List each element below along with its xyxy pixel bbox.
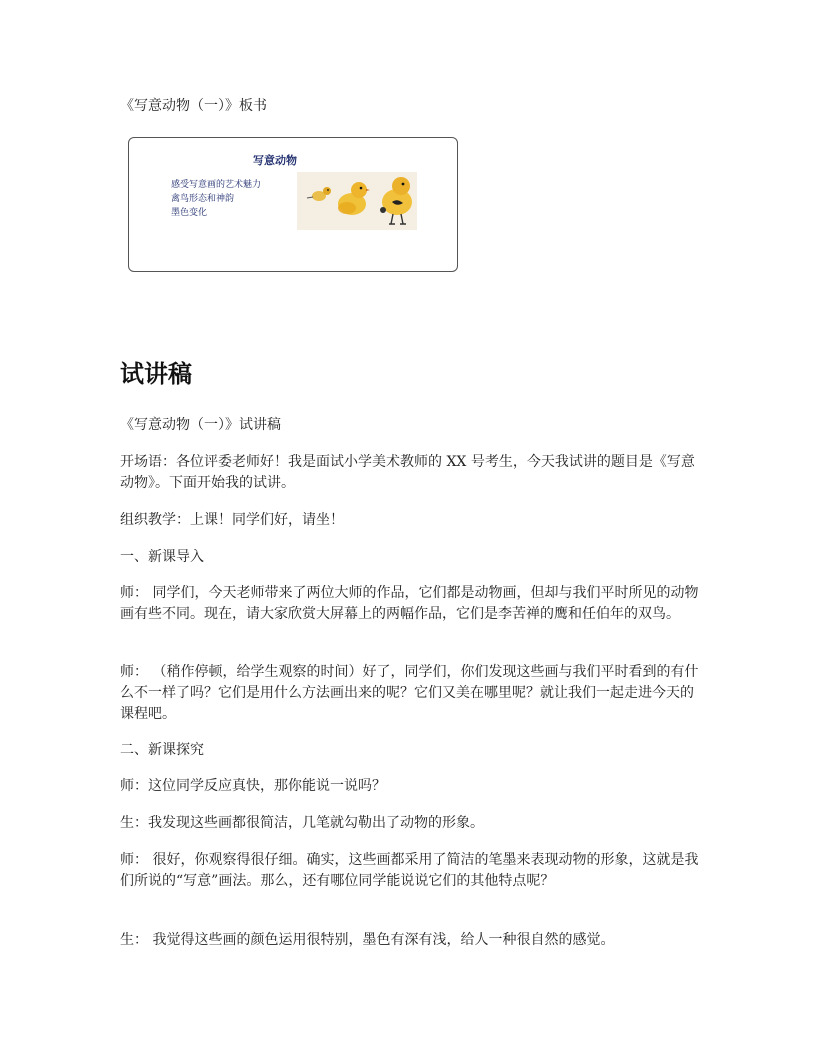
section-title: 试讲稿 — [120, 360, 192, 388]
board-caption: 《写意动物（一）》板书 — [120, 98, 267, 114]
chicks-painting-image — [297, 172, 417, 230]
student-answer-2: 生： 我觉得这些画的颜色运用很特别，墨色有深有浅，给人一种很自然的感觉。 — [120, 932, 615, 948]
board-points — [171, 178, 261, 220]
board-point-2: 禽鸟形态和神韵 — [171, 194, 235, 204]
teacher-paragraph-3: 师： 很好，你观察得很仔细。确实，这些画都采用了简洁的笔墨来表现动物的形象，这就是我们所说的“写意”画法。那么，还有哪位同学能说说它们的其他特点呢？ — [120, 852, 699, 889]
board-point-1: 感受写意画的艺术魅力 — [171, 180, 262, 190]
board-title: 写意动物 — [253, 154, 297, 167]
teacher-paragraph-2: 师： （稍作停顿，给学生观察的时间）好了，同学们，你们发现这些画与我们平时看到的有什么不一样了吗？它们是用什么方法画出来的呢？它们又美在哪里呢？就让我们一起走进今天的课程吧。 — [120, 664, 699, 722]
class-organization: 组织教学：上课！同学们好，请坐！ — [120, 512, 344, 528]
heading-exploration: 二、新课探究 — [120, 742, 204, 758]
blackboard-figure — [128, 137, 458, 272]
opening-remarks: 开场语：各位评委老师好！我是面试小学美术教师的 XX 号考生，今天我试讲的题目是《写意动物》。下面开始我的试讲。 — [120, 454, 695, 491]
student-answer-1: 生：我发现这些画都很简洁，几笔就勾勒出了动物的形象。 — [120, 815, 484, 831]
board-point-3: 墨色变化 — [171, 208, 208, 218]
teacher-paragraph-1: 师： 同学们，今天老师带来了两位大师的作品，它们都是动物画，但却与我们平时所见的动物画有些不同。现在，请大家欣赏大屏幕上的两幅作品，它们是李苦禅的鹰和任伯年的双鸟。 — [120, 585, 699, 622]
script-title: 《写意动物（一）》试讲稿 — [120, 417, 281, 433]
teacher-question: 师：这位同学反应真快，那你能说一说吗？ — [120, 778, 386, 794]
heading-introduction: 一、新课导入 — [120, 549, 204, 565]
